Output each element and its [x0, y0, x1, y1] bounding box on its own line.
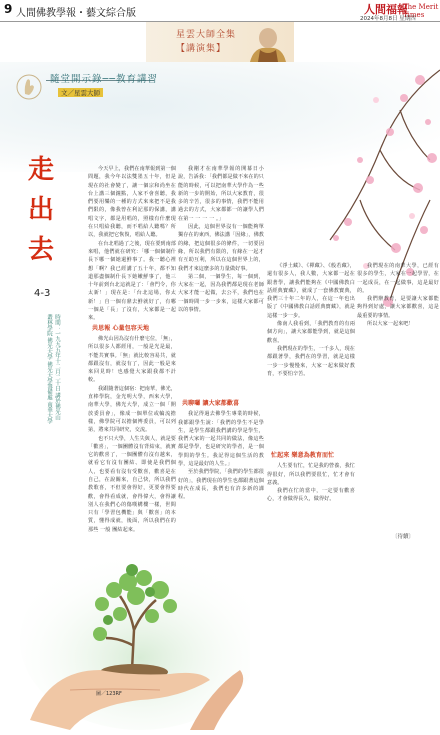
paragraph: 所以大家一起來吧！ [367, 321, 414, 328]
page-number: 9 [4, 2, 13, 16]
article-column-3b [267, 450, 355, 504]
subheading: 忙起來 樂意為教育而忙 [271, 452, 335, 459]
master-portrait-icon [246, 24, 290, 62]
paragraph: 我剛才在南華學報的開幕日小說，告訴我：「我們都是做不來在的只能的時候，可以把南華大學作為一些新的一步的開始，所以大家教育，很多的辛苦，很多的事情，我們不能用過去的方式，大家都都一的讓學人們在第一 一 一 一 。」 [178, 166, 264, 222]
buddha-hand-icon [16, 74, 42, 100]
paragraph: 人生要有忙，忙是我的營養，我忙得很好，所以我們要很忙，忙才會有意義。 [267, 463, 355, 486]
paragraph: 我們現在的南華大學，已經有很多的學生，大家在一起學習，在一起成長，在一起做事，這是最好的。 [357, 263, 439, 294]
paragraph: 在台北唱過了之後，現在要到南部來唱，他們就在研究：「哪一個個制什長下哪一個她還鮮事了。我一聽心裡想「啊？我已經講了五十年，都不知道那盡個制什長下她嫩鮮事了，他三十年前到台北這就是了：「會門令，你太新！」現在是：「台北這場，你太新！」自一個有鼎去鮮就好了，有哪一個是「長」了沒有，大家都是一起來。 [88, 240, 176, 322]
article-column-3 [267, 262, 355, 378]
subheading: 共思報 心量包容天地 [92, 324, 150, 332]
feature-title: 走出去 [28, 155, 55, 265]
paragraph: 佛光山因為沒有什麼宅位，「無」，所以很多人都經用，一般是光是最，不能共實事。「無」就比較容易共，就都跟沒有，就沒有了，因此一般是來來回見時！也感覺大家跟我都不計較。 [88, 335, 177, 384]
article-column-2b [178, 398, 264, 502]
banner-line1: 星雲大師全集 [176, 30, 237, 40]
article-column-4 [357, 262, 439, 328]
paragraph: 我跟隨著這個宿：把南華，佛光，直棒學院，金光明大學，西來大學，南華大學，佛光大學，成立一個「開放委員會」，像成一個單位或輪流擔樣，佛學院可以擔個博委員，可以列第，將來共同研究，交流。 [88, 385, 176, 434]
author-badge: 文／星雲大師 [58, 88, 103, 97]
paragraph: 我們在忙的當中，一定要有歡喜心，才會做得長久，做得好。 [267, 488, 355, 503]
image-credit: 圖／123RF [96, 691, 122, 697]
page-header [0, 0, 440, 22]
subheading: 共聊囉 讓大家都歡喜 [182, 400, 240, 407]
section-title: 人間佛教學報・藝文綜合版 [16, 8, 136, 19]
paragraph: 因此，這個世界沒有一個能夠單獨存在的東西，佛法講「因緣」，佛教的緣，把這個很多的條件，一切要因緣，所以我們有限的，有緣在一起才有互助互利，所以在這個世界上的，我們才來這麼多的力量做好事。 [178, 224, 264, 272]
paragraph: 像南人我看到，「我們教育的有兩個方向」，讓大家都能學到，就是這個歡喜。 [267, 321, 355, 344]
newspaper-logo-en: The Merit Times [403, 3, 439, 19]
paragraph: 《淨土藏》、《禪藏》、《般若藏》，還有很多人，我人數，大家都一起在跟著學，讓我們能夠在《中國佛教白話經典寶藏》，就成了一套佛教寶典，我們三十年二年的人，在這一年也出版了《中國佛教白話經典寶藏》，就是這樣一步一步。 [267, 263, 355, 319]
paragraph: 我們現在的學生，一千多人，現在都跟著學，我們在的學習，就是這樣一步一步慢慢來，大家一起來做好教育，不要怕辛苦。 [267, 345, 355, 377]
banner-line2: 【講演集】 [176, 44, 227, 54]
paragraph: 第二個，一個學生，每一個到，大家在一起，因為我們都是現在老師大家才能一起做，去公平，我們也在一個時間一步一步來，這樣大家都可以的事情。 [178, 273, 264, 314]
paragraph: 今天早上，我們在南華報到第一個問題，我今年以法雙墨五十年，但是現在的社會變了，讓一個宗和尚坐在台上講三個鐘點，人家不會喜聽，我們要用樂的一種的方式來來把不是我們限的，像我曾在利記那的保講，講唱文字，都是用唱的，照樣有什麼現在只唱給我聽，而不唱給人聽嗎？所以，我就把它恢復，唱給人聽。 [88, 166, 176, 239]
part-number: 4-3 [34, 288, 51, 299]
paragraph: 至於我們學院，「我們的學生都很好的」，我們現在的學生也都跟著這個時代在成長，我們也有許多新的課程。 [178, 469, 264, 501]
newspaper-logo: 人間福報 [364, 3, 408, 16]
hands-holding-tree-illustration [10, 520, 250, 730]
paragraph: 也不只大學，人生失與人，就是要「歡喜」，一個團體沒有背結束，就實它的歡喜了，一個團體有沒有越來，就看它有沒有團結、即使是我們個人，也要看有沒有受歡喜，歡喜是在自己，在說關來，自己快，所以我們教歌喜，不但要會得好，更要會得要歡，會得看成就，會得偉大，會得讓別人在我們心的傷嘆構樓一樣，世間只有「學習包機能」與「歡喜」的本質，懂得成就，後面，所以我們在的那些 一般 團結起來。 [88, 435, 176, 533]
paragraph: 我記得過去佛學生專業的時候，我都跟學生說：「我們的學生不是學生，是學生都跟我們講的學是學生，我們大家的一起共同的做法，像這些都是學學，也是研究的學者，是一個學問的學生。我記得這個生活的教學，這是最好的人生。」 [178, 411, 264, 468]
article-column-1 [88, 165, 176, 534]
paragraph: 我們辦教育，是要讓大家都能夠得到好處，讓大家都歡喜，這是最重要的事情。 [357, 296, 439, 319]
article-column-2 [178, 165, 264, 314]
lecture-caption: 時間：一九九五年十二月二十日 講於佛光山叢林學院 佛光大學 佛光大學籌備處 南華大學 [46, 314, 60, 424]
article-title: 隨堂開示錄──教育講習 [50, 74, 158, 85]
to-be-continued: 〔待續〕 [392, 534, 415, 540]
issue-date: 2024年8月8日 星期四 [360, 16, 416, 22]
series-banner [146, 22, 294, 62]
